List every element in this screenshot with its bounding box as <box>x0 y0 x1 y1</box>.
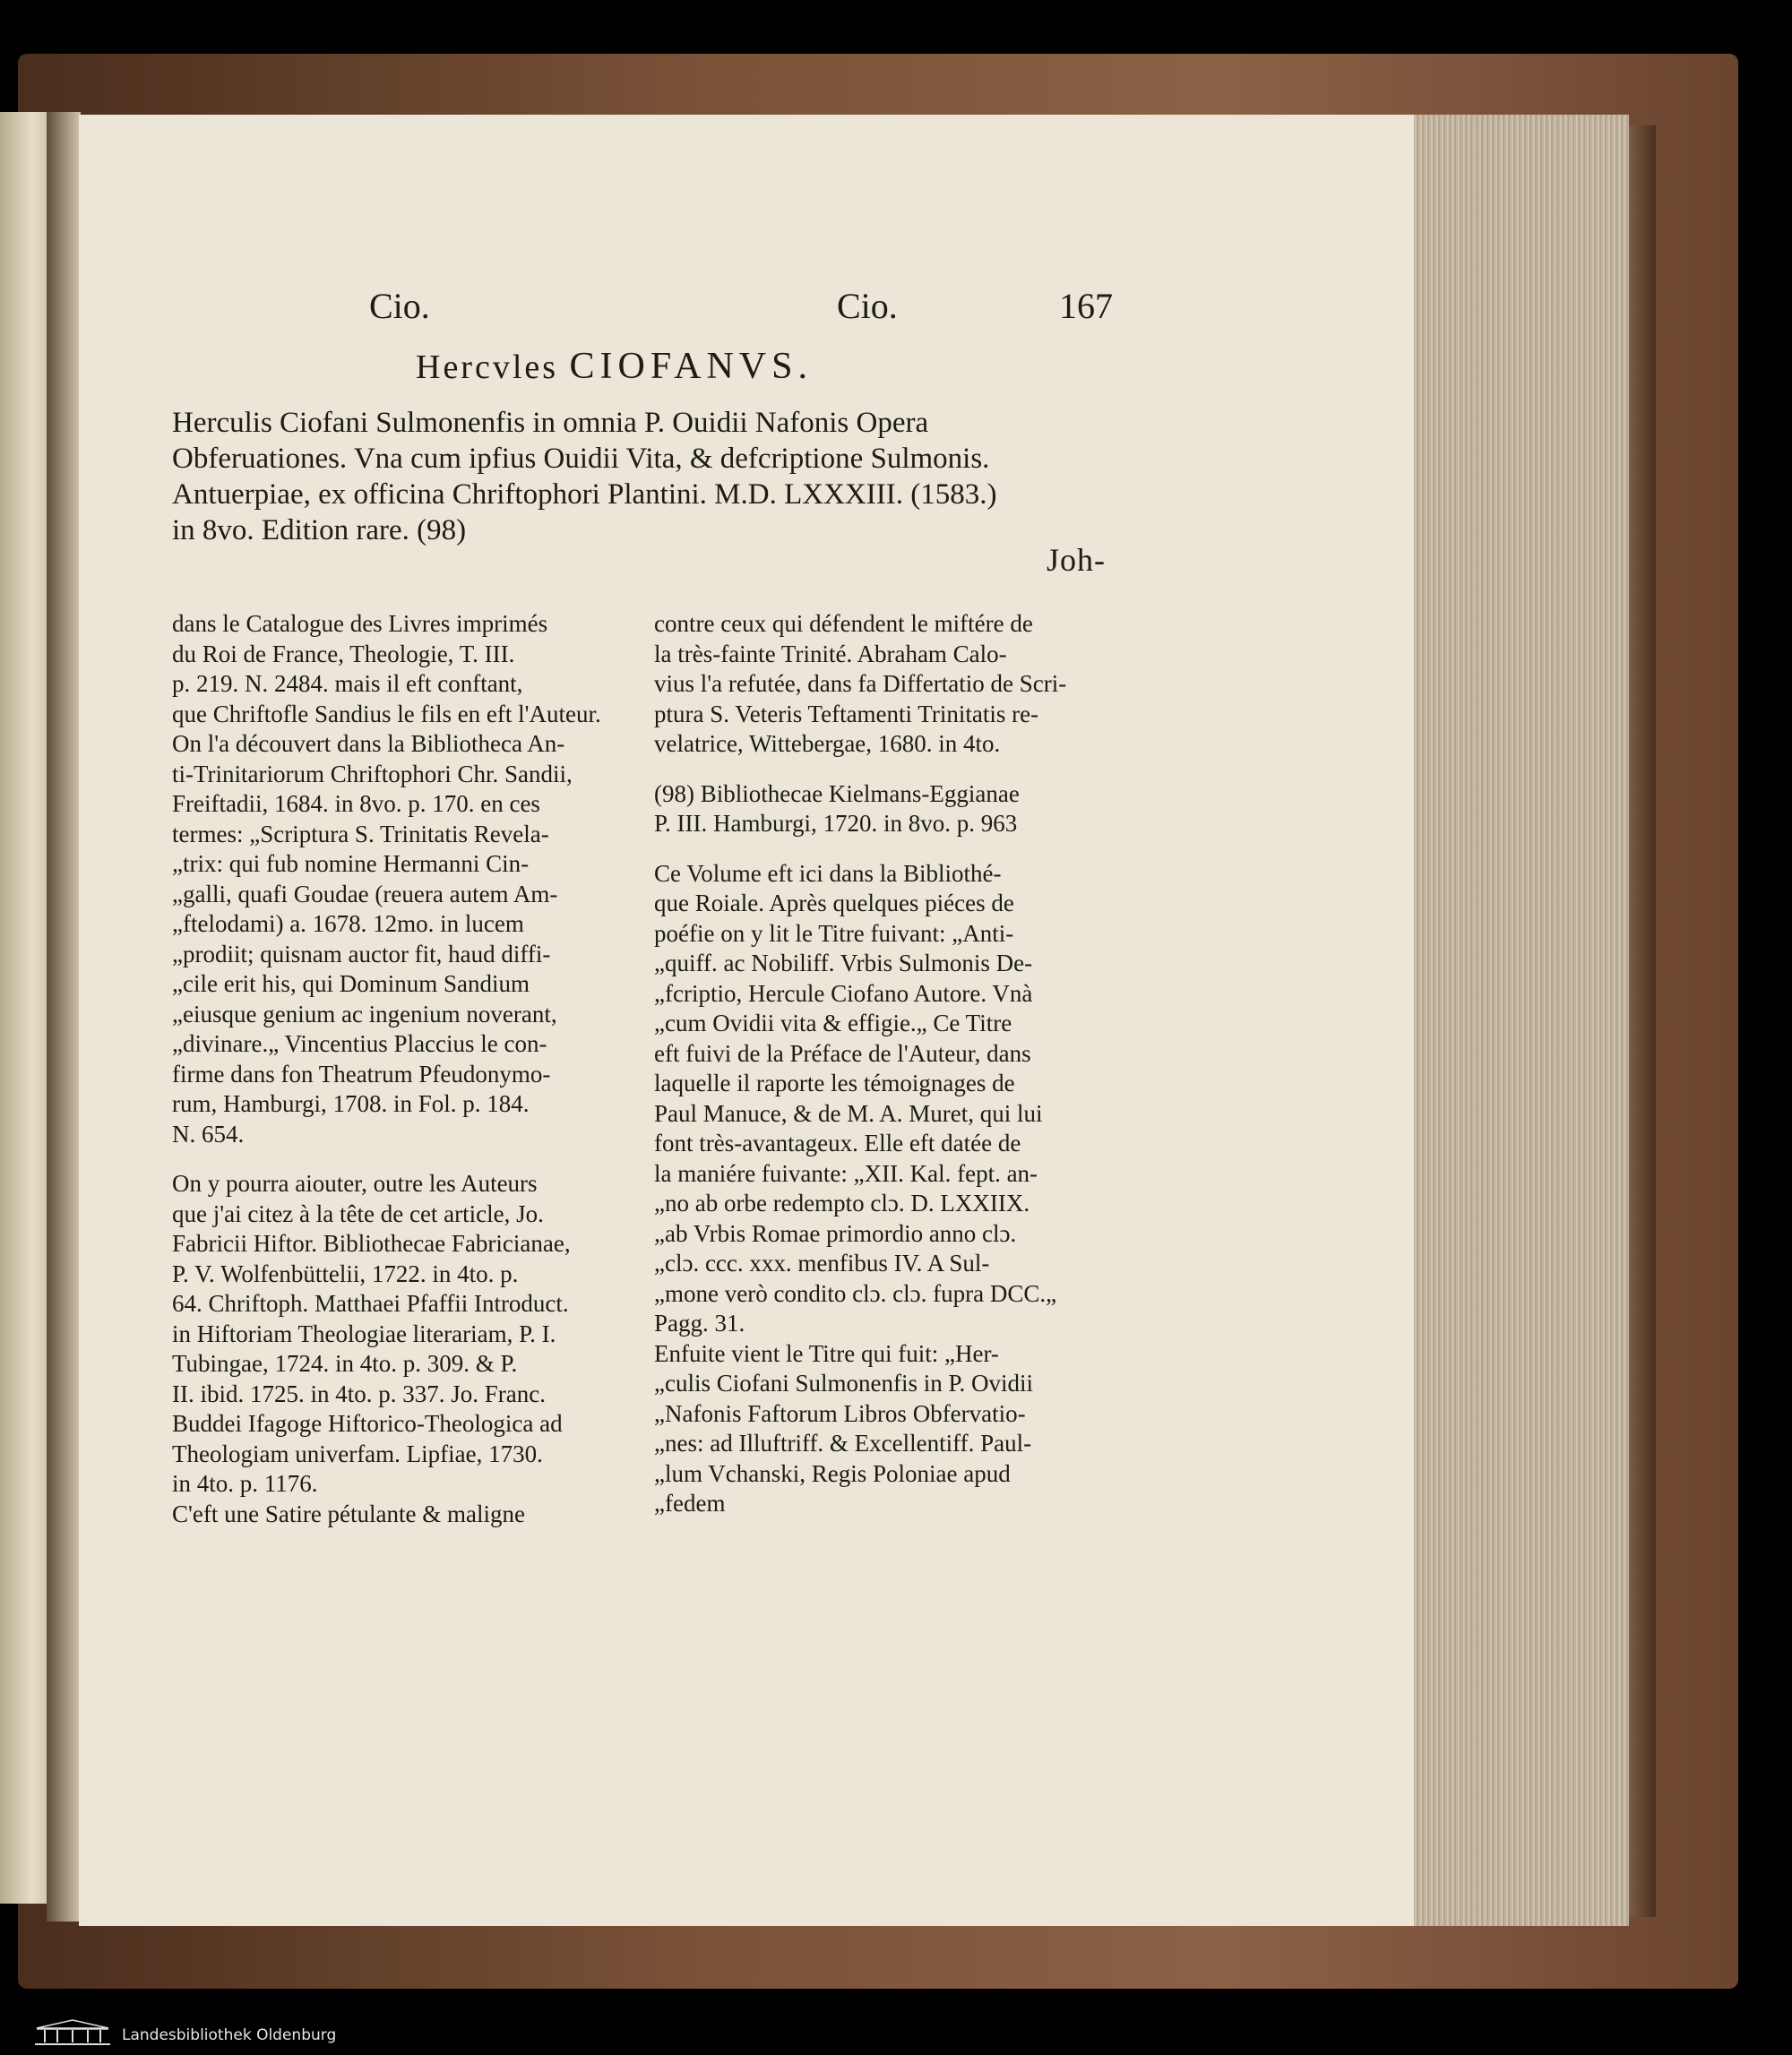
text-line: N. 654. <box>172 1120 245 1148</box>
library-footer <box>0 2014 1792 2055</box>
page-number: 167 <box>1059 286 1113 326</box>
text-line: p. 219. N. 2484. mais il eft conftant, <box>172 670 523 697</box>
text-line: „Nafonis Faftorum Libros Obfervatio- <box>654 1399 1026 1427</box>
text-line: „divinare.„ Vincentius Placcius le con- <box>172 1030 547 1057</box>
text-line: vius l'a refutée, dans fa Differtatio de Scri- <box>654 670 1067 697</box>
entry-title-forename: Hercvles <box>416 348 559 386</box>
text-line: Paul Manuce, & de M. A. Muret, qui lui <box>654 1099 1043 1127</box>
text-line: (98) Bibliothecae Kielmans-Eggianae <box>654 779 1020 807</box>
running-head-left: Cio. <box>369 286 430 326</box>
page-block-edges <box>1414 115 1629 1926</box>
text-line: „ftelodami) a. 1678. 12mo. in lucem <box>172 910 524 937</box>
text-line: „fcriptio, Hercule Ciofano Autore. Vnà <box>654 979 1033 1007</box>
text-line: „cile erit his, qui Dominum Sandium <box>172 970 530 997</box>
paragraph-gap <box>172 1149 625 1169</box>
entry-title <box>416 345 813 388</box>
cover-edge <box>1629 125 1656 1917</box>
entry-title-surname: CIOFANVS. <box>569 346 813 387</box>
text-line: C'eft une Satire pétulante & maligne <box>172 1500 525 1527</box>
text-line: „culis Ciofani Sulmonenfis in P. Ovidii <box>654 1370 1033 1397</box>
text-line: „galli, quafi Goudae (reuera autem Am- <box>172 880 558 907</box>
text-line: Ce Volume eft ici dans la Bibliothé- <box>654 859 1002 887</box>
text-line: 64. Chriftoph. Matthaei Pfaffii Introduct. <box>172 1290 569 1317</box>
text-line: dans le Catalogue des Livres imprimés <box>172 610 548 637</box>
text-line: „mone verò condito clɔ. clɔ. fupra DCC.„ <box>654 1279 1057 1307</box>
text-line: velatrice, Wittebergae, 1680. in 4to. <box>654 730 1001 757</box>
text-line: „quiff. ac Nobiliff. Vrbis Sulmonis De- <box>654 950 1033 976</box>
text-line: P. V. Wolfenbüttelii, 1722. in 4to. p. <box>172 1260 519 1287</box>
text-line: „clɔ. ccc. xxx. menfibus IV. A Sul- <box>654 1250 990 1277</box>
text-line: „trix: qui fub nomine Hermanni Cin- <box>172 850 530 877</box>
text-line: poéfie on y lit le Titre fuivant: „Anti- <box>654 919 1014 947</box>
text-line: On y pourra aiouter, outre les Auteurs <box>172 1170 538 1197</box>
text-line: Freiftadii, 1684. in 8vo. p. 170. en ces <box>172 790 540 817</box>
paragraph-gap <box>654 760 1107 779</box>
text-line: in Hiftoriam Theologiae literariam, P. I. <box>172 1320 556 1347</box>
text-line: eft fuivi de la Préface de l'Auteur, dans <box>654 1039 1031 1067</box>
text-line: termes: „Scriptura S. Trinitatis Revela- <box>172 820 549 847</box>
left-text-column <box>172 609 625 1529</box>
text-line: „nes: ad Illuftriff. & Excellentiff. Paul- <box>654 1430 1032 1457</box>
text-line: „prodiit; quisnam auctor fit, haud diffi- <box>172 940 551 967</box>
citation-line: Obferuationes. Vna cum ipfius Ouidii Vita, & defcriptione Sulmonis. <box>172 443 990 475</box>
paragraph-gap <box>654 839 1107 859</box>
right-text-column <box>654 609 1107 1519</box>
text-line: Theologiam univerfam. Lipfiae, 1730. <box>172 1440 543 1467</box>
text-line: „cum Ovidii vita & effigie.„ Ce Titre <box>654 1010 1012 1036</box>
citation-line: in 8vo. Edition rare. (98) <box>172 514 467 546</box>
text-line: laquelle il raporte les témoignages de <box>654 1070 1015 1096</box>
text-line: in 4to. p. 1176. <box>172 1470 318 1497</box>
catchword: Joh- <box>1047 542 1106 578</box>
text-line: que Roiale. Après quelques piéces de <box>654 890 1014 916</box>
text-line: la très-fainte Trinité. Abraham Calo- <box>654 640 1007 667</box>
book-gutter <box>47 112 81 1922</box>
text-line: P. III. Hamburgi, 1720. in 8vo. p. 963 <box>654 810 1018 837</box>
text-line: Fabricii Hiftor. Bibliothecae Fabricianae, <box>172 1230 571 1257</box>
text-line: ti-Trinitariorum Chriftophori Chr. Sandii, <box>172 760 573 787</box>
left-page-edge <box>0 112 47 1904</box>
text-line: que j'ai citez à la tête de cet article, Jo. <box>172 1199 544 1227</box>
text-line: contre ceux qui défendent le miftére de <box>654 610 1033 637</box>
text-line: ptura S. Veteris Teftamenti Trinitatis re- <box>654 700 1039 727</box>
text-line: „eiusque genium ac ingenium noverant, <box>172 1000 557 1028</box>
text-line: Tubingae, 1724. in 4to. p. 309. & P. <box>172 1350 518 1377</box>
library-name: Landesbibliothek Oldenburg <box>122 2026 337 2044</box>
text-line: Pagg. 31. <box>654 1310 745 1337</box>
text-line: du Roi de France, Theologie, T. III. <box>172 640 515 667</box>
library-building-icon <box>32 2019 113 2046</box>
running-head-center: Cio. <box>837 286 898 326</box>
citation-line: Antuerpiae, ex officina Chriftophori Plantini. M.D. LXXXIII. (1583.) <box>172 478 997 511</box>
text-line: font très-avantageux. Elle eft datée de <box>654 1130 1021 1156</box>
text-line: „fedem <box>654 1490 726 1517</box>
text-line: la maniére fuivante: „XII. Kal. fept. an- <box>654 1159 1038 1187</box>
text-line: Buddei Ifagoge Hiftorico-Theologica ad <box>172 1410 563 1437</box>
text-line: firme dans fon Theatrum Pfeudonymo- <box>172 1060 551 1088</box>
citation-line: Herculis Ciofani Sulmonenfis in omnia P. Ouidii Nafonis Opera <box>172 407 929 439</box>
text-line: „lum Vchanski, Regis Poloniae apud <box>654 1459 1011 1487</box>
text-line: II. ibid. 1725. in 4to. p. 337. Jo. Franc. <box>172 1380 546 1407</box>
text-line: que Chriftofle Sandius le fils en eft l'Auteur. <box>172 700 601 727</box>
text-line: rum, Hamburgi, 1708. in Fol. p. 184. <box>172 1090 530 1117</box>
text-line: „ab Vrbis Romae primordio anno clɔ. <box>654 1219 1017 1247</box>
text-line: Enfuite vient le Titre qui fuit: „Her- <box>654 1339 999 1367</box>
text-line: „no ab orbe redempto clɔ. D. LXXIIX. <box>654 1190 1030 1217</box>
text-line: On l'a découvert dans la Bibliotheca An- <box>172 730 565 757</box>
